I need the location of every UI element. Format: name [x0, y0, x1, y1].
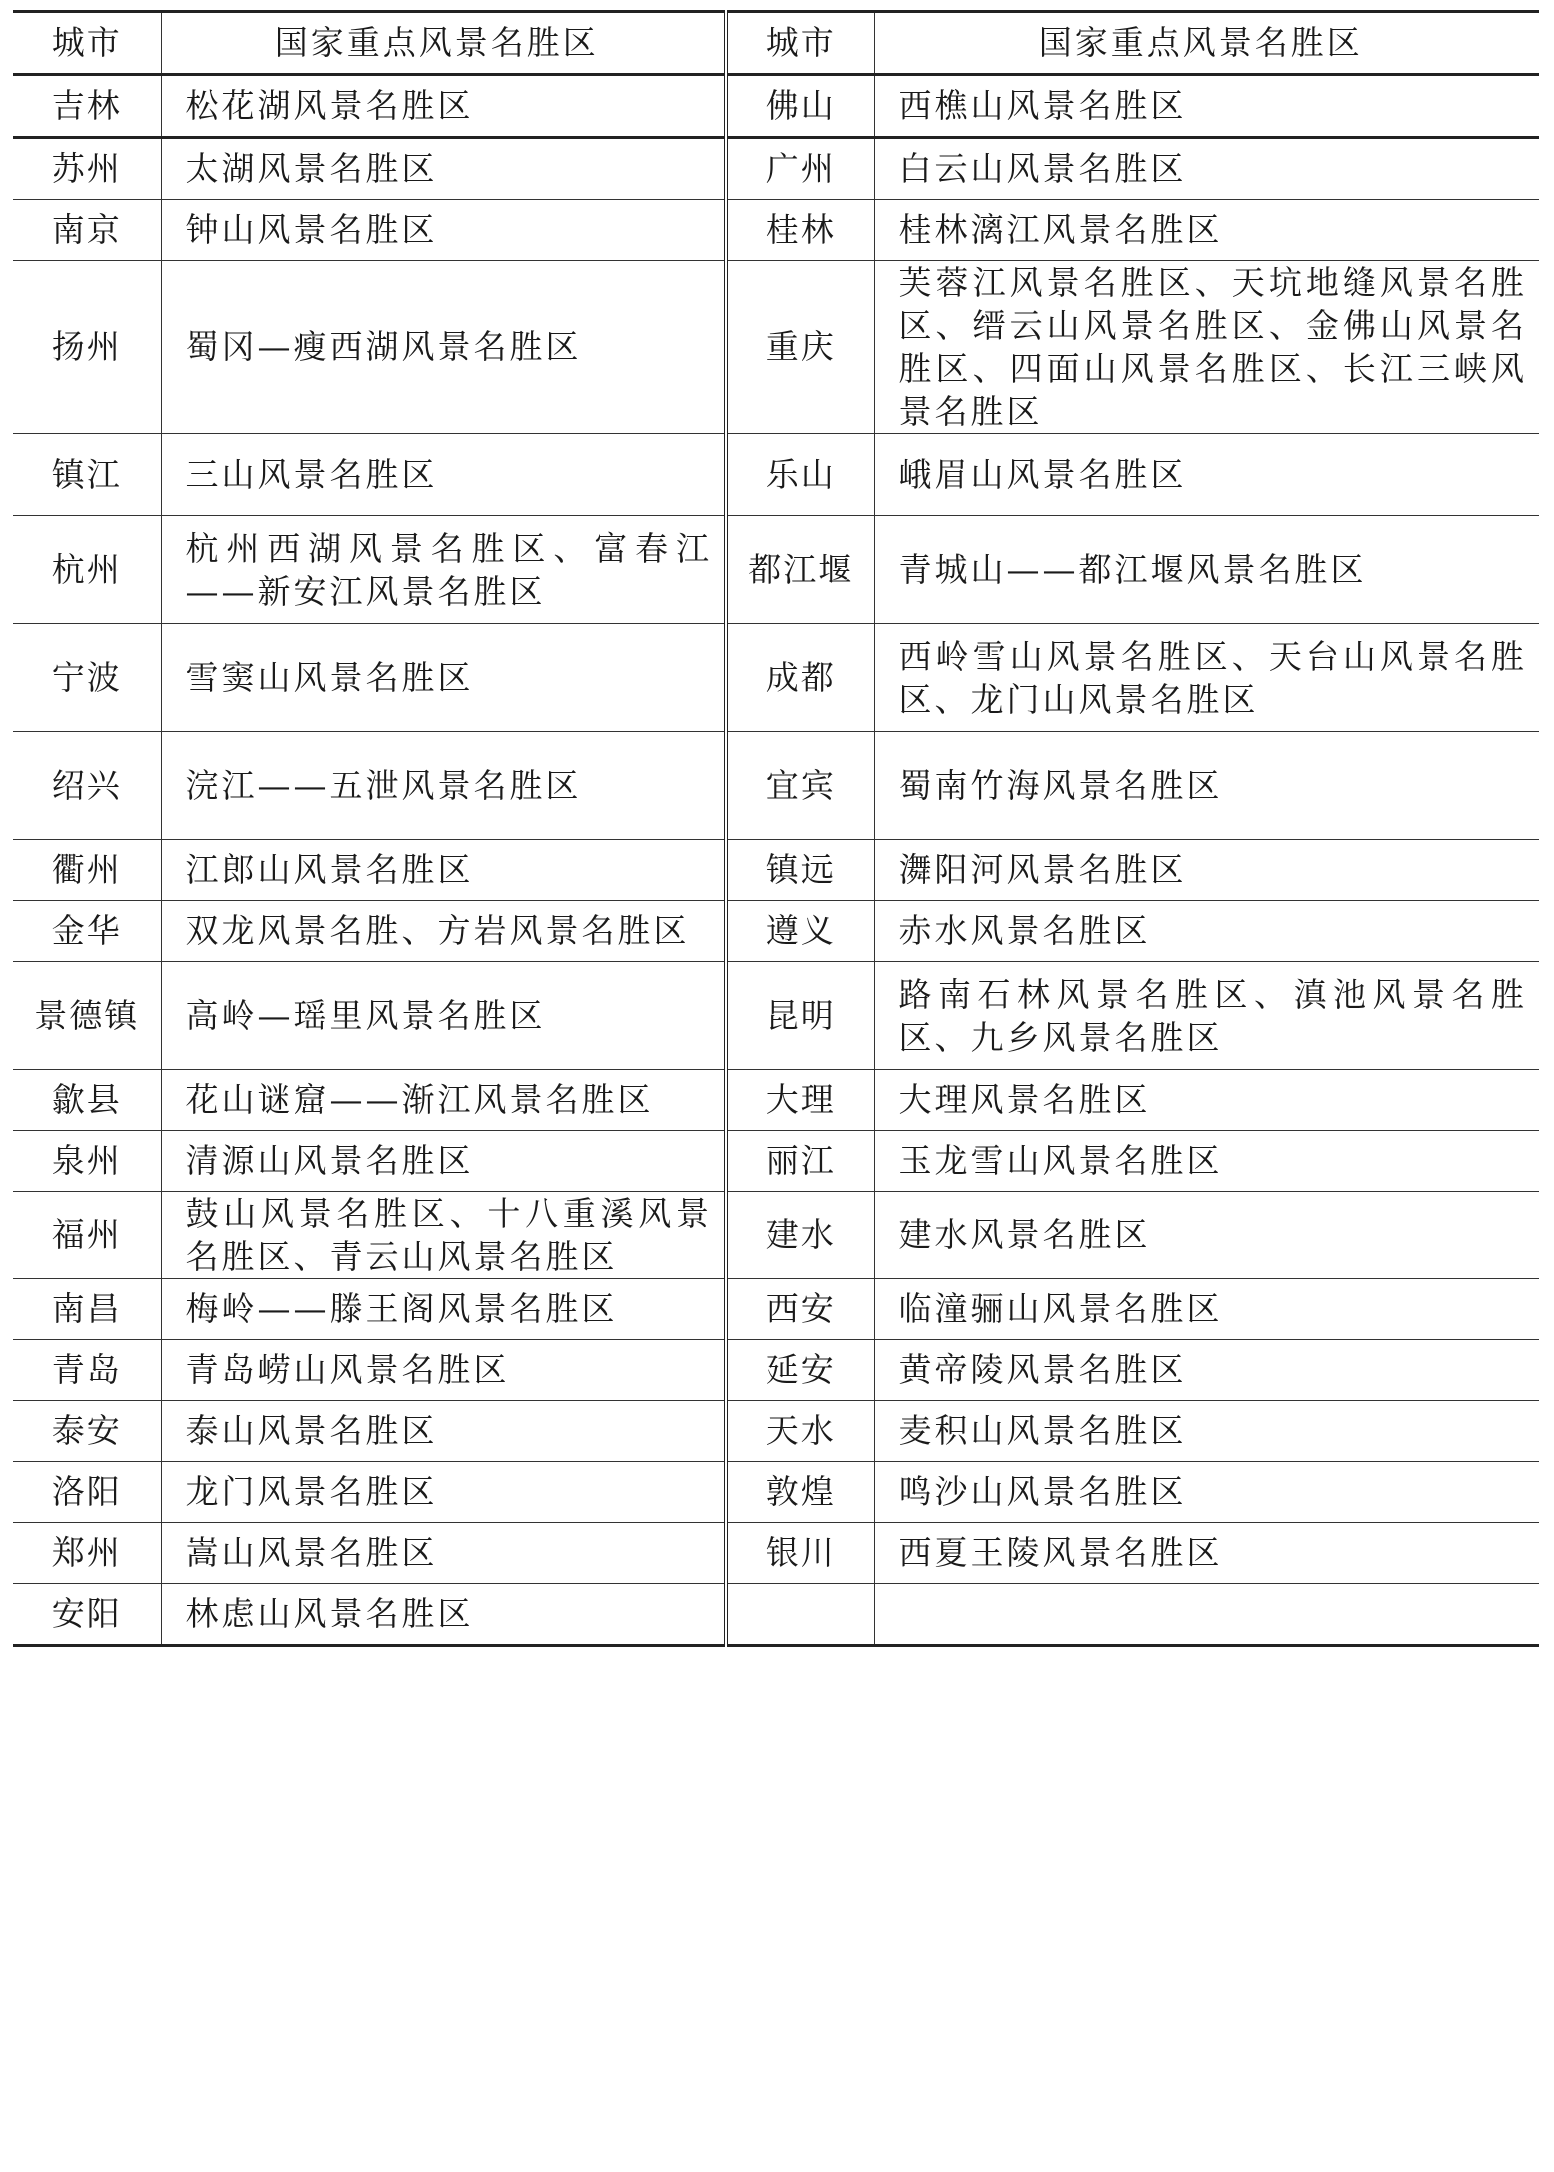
city-cell-right: 成都	[726, 624, 874, 732]
scenic-area-cell-left: 钟山风景名胜区	[161, 200, 726, 261]
table-row	[13, 732, 1539, 840]
scenic-area-cell-left: 杭州西湖风景名胜区、富春江——新安江风景名胜区	[161, 516, 726, 624]
city-cell-right: 西安	[726, 1279, 874, 1340]
scenic-area-cell-left: 太湖风景名胜区	[161, 138, 726, 200]
city-cell-left: 泰安	[13, 1401, 161, 1462]
scenic-area-cell-right: 建水风景名胜区	[874, 1192, 1539, 1279]
city-cell-right: 大理	[726, 1070, 874, 1131]
scenic-area-cell-left: 双龙风景名胜、方岩风景名胜区	[161, 901, 726, 962]
scenic-area-cell-right: 玉龙雪山风景名胜区	[874, 1131, 1539, 1192]
city-cell-right: 丽江	[726, 1131, 874, 1192]
city-cell-right: 银川	[726, 1523, 874, 1584]
table-row	[13, 516, 1539, 624]
city-cell-left: 镇江	[13, 434, 161, 516]
city-cell-left: 歙县	[13, 1070, 161, 1131]
city-cell-left: 扬州	[13, 261, 161, 434]
table-row	[13, 1340, 1539, 1401]
city-cell-left: 青岛	[13, 1340, 161, 1401]
scenic-area-cell-left: 浣江——五泄风景名胜区	[161, 732, 726, 840]
scenic-area-cell-left: 嵩山风景名胜区	[161, 1523, 726, 1584]
city-cell-right: 天水	[726, 1401, 874, 1462]
city-cell-left: 泉州	[13, 1131, 161, 1192]
scenic-area-cell-left: 三山风景名胜区	[161, 434, 726, 516]
city-cell-right: 敦煌	[726, 1462, 874, 1523]
city-cell-right: 遵义	[726, 901, 874, 962]
table-row	[13, 901, 1539, 962]
scenic-area-cell-left: 雪窦山风景名胜区	[161, 624, 726, 732]
scenic-area-cell-left: 蜀冈—瘦西湖风景名胜区	[161, 261, 726, 434]
scenic-area-cell-left: 泰山风景名胜区	[161, 1401, 726, 1462]
table-row	[13, 1131, 1539, 1192]
scenic-area-cell-right: 青城山——都江堰风景名胜区	[874, 516, 1539, 624]
city-cell-left: 南京	[13, 200, 161, 261]
table-row	[13, 1070, 1539, 1131]
scenic-area-cell-right: 峨眉山风景名胜区	[874, 434, 1539, 516]
city-cell-right: 建水	[726, 1192, 874, 1279]
scenic-area-cell-right: 西岭雪山风景名胜区、天台山风景名胜区、龙门山风景名胜区	[874, 624, 1539, 732]
scenic-area-cell-right: 西樵山风景名胜区	[874, 75, 1539, 138]
city-cell-right: 乐山	[726, 434, 874, 516]
scenic-area-cell-right: 鸣沙山风景名胜区	[874, 1462, 1539, 1523]
header-city-right: 城市	[726, 12, 874, 75]
scenic-area-cell-left: 松花湖风景名胜区	[161, 75, 726, 138]
table-row	[13, 1584, 1539, 1646]
city-cell-left: 金华	[13, 901, 161, 962]
city-cell-left: 南昌	[13, 1279, 161, 1340]
city-cell-right: 佛山	[726, 75, 874, 138]
scenic-area-cell-right: 临潼骊山风景名胜区	[874, 1279, 1539, 1340]
table-row	[13, 261, 1539, 434]
table-row	[13, 962, 1539, 1070]
city-cell-right: 镇远	[726, 840, 874, 901]
scenic-area-cell-left: 鼓山风景名胜区、十八重溪风景名胜区、青云山风景名胜区	[161, 1192, 726, 1279]
city-cell-left: 杭州	[13, 516, 161, 624]
scenic-area-cell-right: 芙蓉江风景名胜区、天坑地缝风景名胜区、缙云山风景名胜区、金佛山风景名胜区、四面山风景名胜区、长江三峡风景名胜区	[874, 261, 1539, 434]
scenic-area-cell-right: 㵲阳河风景名胜区	[874, 840, 1539, 901]
table-row	[13, 840, 1539, 901]
city-cell-right: 重庆	[726, 261, 874, 434]
city-cell-left: 景德镇	[13, 962, 161, 1070]
scenic-area-cell-left: 青岛崂山风景名胜区	[161, 1340, 726, 1401]
city-cell-right	[726, 1584, 874, 1646]
city-cell-left: 洛阳	[13, 1462, 161, 1523]
scenic-area-cell-left: 龙门风景名胜区	[161, 1462, 726, 1523]
city-cell-left: 吉林	[13, 75, 161, 138]
city-cell-right: 桂林	[726, 200, 874, 261]
table-row	[13, 200, 1539, 261]
scenic-area-cell-right: 白云山风景名胜区	[874, 138, 1539, 200]
city-cell-left: 郑州	[13, 1523, 161, 1584]
header-area-right: 国家重点风景名胜区	[874, 12, 1539, 75]
scenic-area-cell-right: 大理风景名胜区	[874, 1070, 1539, 1131]
scenic-area-cell-left: 花山谜窟——渐江风景名胜区	[161, 1070, 726, 1131]
city-cell-left: 福州	[13, 1192, 161, 1279]
city-cell-right: 昆明	[726, 962, 874, 1070]
table-row	[13, 1523, 1539, 1584]
scenic-area-cell-right: 蜀南竹海风景名胜区	[874, 732, 1539, 840]
table-row	[13, 75, 1539, 138]
table-row	[13, 1279, 1539, 1340]
table-row	[13, 624, 1539, 732]
scenic-area-cell-right: 赤水风景名胜区	[874, 901, 1539, 962]
table-row	[13, 434, 1539, 516]
header-city-left: 城市	[13, 12, 161, 75]
scenic-area-cell-left: 清源山风景名胜区	[161, 1131, 726, 1192]
city-cell-left: 衢州	[13, 840, 161, 901]
city-cell-left: 绍兴	[13, 732, 161, 840]
city-cell-right: 广州	[726, 138, 874, 200]
city-cell-right: 宜宾	[726, 732, 874, 840]
scenic-area-cell-left: 林虑山风景名胜区	[161, 1584, 726, 1646]
city-cell-right: 延安	[726, 1340, 874, 1401]
scenic-area-cell-left: 江郎山风景名胜区	[161, 840, 726, 901]
scenic-area-cell-right: 麦积山风景名胜区	[874, 1401, 1539, 1462]
city-cell-left: 宁波	[13, 624, 161, 732]
scenic-area-cell-right: 路南石林风景名胜区、滇池风景名胜区、九乡风景名胜区	[874, 962, 1539, 1070]
table-row	[13, 1462, 1539, 1523]
table-row	[13, 138, 1539, 200]
city-cell-left: 苏州	[13, 138, 161, 200]
scenic-area-cell-right: 黄帝陵风景名胜区	[874, 1340, 1539, 1401]
scenic-area-cell-right: 西夏王陵风景名胜区	[874, 1523, 1539, 1584]
scenic-area-cell-right: 桂林漓江风景名胜区	[874, 200, 1539, 261]
scenic-area-cell-right	[874, 1584, 1539, 1646]
city-cell-left: 安阳	[13, 1584, 161, 1646]
header-row	[13, 12, 1539, 75]
scenic-area-cell-left: 高岭—瑶里风景名胜区	[161, 962, 726, 1070]
scenic-areas-table	[13, 10, 1539, 1647]
table-row	[13, 1401, 1539, 1462]
city-cell-right: 都江堰	[726, 516, 874, 624]
scenic-area-cell-left: 梅岭——滕王阁风景名胜区	[161, 1279, 726, 1340]
table-row	[13, 1192, 1539, 1279]
header-area-left: 国家重点风景名胜区	[161, 12, 726, 75]
